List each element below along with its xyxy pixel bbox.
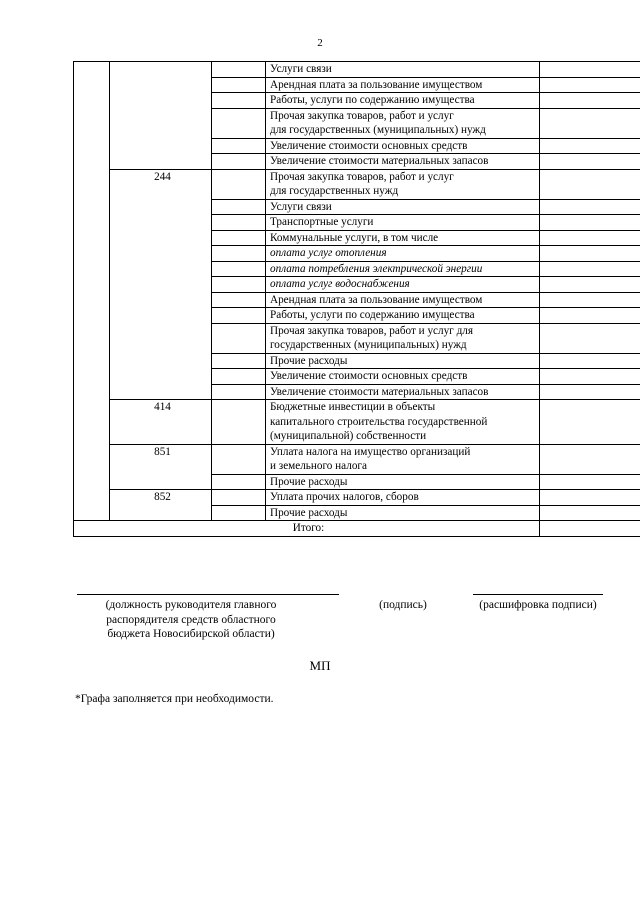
- amount-cell: [540, 169, 640, 199]
- expense-item-name: Увеличение стоимости материальных запасов: [266, 154, 540, 170]
- empty-cell: [212, 505, 266, 521]
- expense-item-name: Бюджетные инвестиции в объекты капитального строительства государственной (муниципальной) собственности: [266, 400, 540, 445]
- expense-item-name: Арендная плата за пользование имуществом: [266, 77, 540, 93]
- empty-cell: [212, 261, 266, 277]
- expense-item-name: оплата услуг отопления: [266, 246, 540, 262]
- amount-cell: [540, 444, 640, 474]
- amount-cell: [540, 400, 640, 445]
- amount-cell: [540, 292, 640, 308]
- empty-cell: [212, 292, 266, 308]
- expense-code-cell: 851: [110, 444, 212, 490]
- empty-cell: [212, 246, 266, 262]
- amount-cell: [540, 246, 640, 262]
- expense-code-cell: 852: [110, 490, 212, 521]
- amount-cell: [540, 261, 640, 277]
- amount-cell: [540, 230, 640, 246]
- amount-cell: [540, 154, 640, 170]
- total-label: Итого:: [74, 521, 540, 537]
- amount-cell: [540, 138, 640, 154]
- empty-cell: [212, 400, 266, 445]
- expense-item-name: Увеличение стоимости основных средств: [266, 138, 540, 154]
- expense-item-name: Уплата прочих налогов, сборов: [266, 490, 540, 506]
- expense-item-name: Коммунальные услуги, в том числе: [266, 230, 540, 246]
- page-number: 2: [317, 37, 323, 49]
- empty-cell: [212, 444, 266, 474]
- expense-item-name: Прочие расходы: [266, 505, 540, 521]
- position-signature-line: [77, 594, 339, 595]
- amount-cell: [540, 77, 640, 93]
- total-amount-cell: [540, 521, 640, 537]
- expense-item-name: оплата потребления электрической энергии: [266, 261, 540, 277]
- expense-item-name: Работы, услуги по содержанию имущества: [266, 308, 540, 324]
- empty-cell: [212, 277, 266, 293]
- empty-cell: [212, 308, 266, 324]
- footnote: *Графа заполняется при необходимости.: [75, 693, 274, 705]
- empty-cell: [212, 77, 266, 93]
- expense-item-name: Прочая закупка товаров, работ и услуг для государственных нужд: [266, 169, 540, 199]
- amount-cell: [540, 108, 640, 138]
- table-row: [74, 400, 640, 445]
- amount-cell: [540, 215, 640, 231]
- empty-cell: [212, 474, 266, 490]
- amount-cell: [540, 93, 640, 109]
- empty-cell: [212, 62, 266, 78]
- expense-code-cell: [110, 62, 212, 170]
- empty-cell: [212, 384, 266, 400]
- expense-item-name: Прочая закупка товаров, работ и услуг для государственных (муниципальных) нужд: [266, 323, 540, 353]
- expense-item-name: Услуги связи: [266, 199, 540, 215]
- table-row: [74, 490, 640, 506]
- expense-item-name: Прочие расходы: [266, 474, 540, 490]
- empty-cell: [212, 169, 266, 199]
- amount-cell: [540, 323, 640, 353]
- expense-item-name: Арендная плата за пользование имуществом: [266, 292, 540, 308]
- expense-table-body: [74, 62, 640, 537]
- decode-caption: (расшифровка подписи): [479, 599, 597, 611]
- table-row: [74, 444, 640, 474]
- empty-cell: [212, 138, 266, 154]
- expense-item-name: Прочая закупка товаров, работ и услуг для государственных (муниципальных) нужд: [266, 108, 540, 138]
- expense-item-name: оплата услуг водоснабжения: [266, 277, 540, 293]
- empty-cell: [74, 62, 110, 521]
- expense-item-name: Работы, услуги по содержанию имущества: [266, 93, 540, 109]
- empty-cell: [212, 353, 266, 369]
- empty-cell: [212, 154, 266, 170]
- amount-cell: [540, 505, 640, 521]
- empty-cell: [212, 199, 266, 215]
- expense-item-name: Прочие расходы: [266, 353, 540, 369]
- table-row: [74, 169, 640, 199]
- amount-cell: [540, 62, 640, 78]
- empty-cell: [212, 93, 266, 109]
- expense-item-name: Транспортные услуги: [266, 215, 540, 231]
- empty-cell: [212, 323, 266, 353]
- expense-item-name: Уплата налога на имущество организаций и земельного налога: [266, 444, 540, 474]
- amount-cell: [540, 308, 640, 324]
- stamp-label: МП: [309, 658, 331, 673]
- expense-item-name: Увеличение стоимости материальных запасов: [266, 384, 540, 400]
- total-row: [74, 521, 640, 537]
- amount-cell: [540, 474, 640, 490]
- expense-table: [73, 61, 640, 537]
- amount-cell: [540, 199, 640, 215]
- amount-cell: [540, 277, 640, 293]
- empty-cell: [212, 108, 266, 138]
- empty-cell: [212, 230, 266, 246]
- amount-cell: [540, 353, 640, 369]
- table-row: [74, 62, 640, 78]
- amount-cell: [540, 490, 640, 506]
- expense-code-cell: 414: [110, 400, 212, 445]
- position-caption: (должность руководителя главного распорядителя средств областного бюджета Новосибирской области): [105, 599, 277, 640]
- expense-item-name: Увеличение стоимости основных средств: [266, 369, 540, 385]
- amount-cell: [540, 369, 640, 385]
- empty-cell: [212, 369, 266, 385]
- signature-caption: (подпись): [379, 599, 427, 611]
- expense-code-cell: 244: [110, 169, 212, 400]
- amount-cell: [540, 384, 640, 400]
- expense-item-name: Услуги связи: [266, 62, 540, 78]
- decode-signature-line: [473, 594, 603, 595]
- empty-cell: [212, 215, 266, 231]
- empty-cell: [212, 490, 266, 506]
